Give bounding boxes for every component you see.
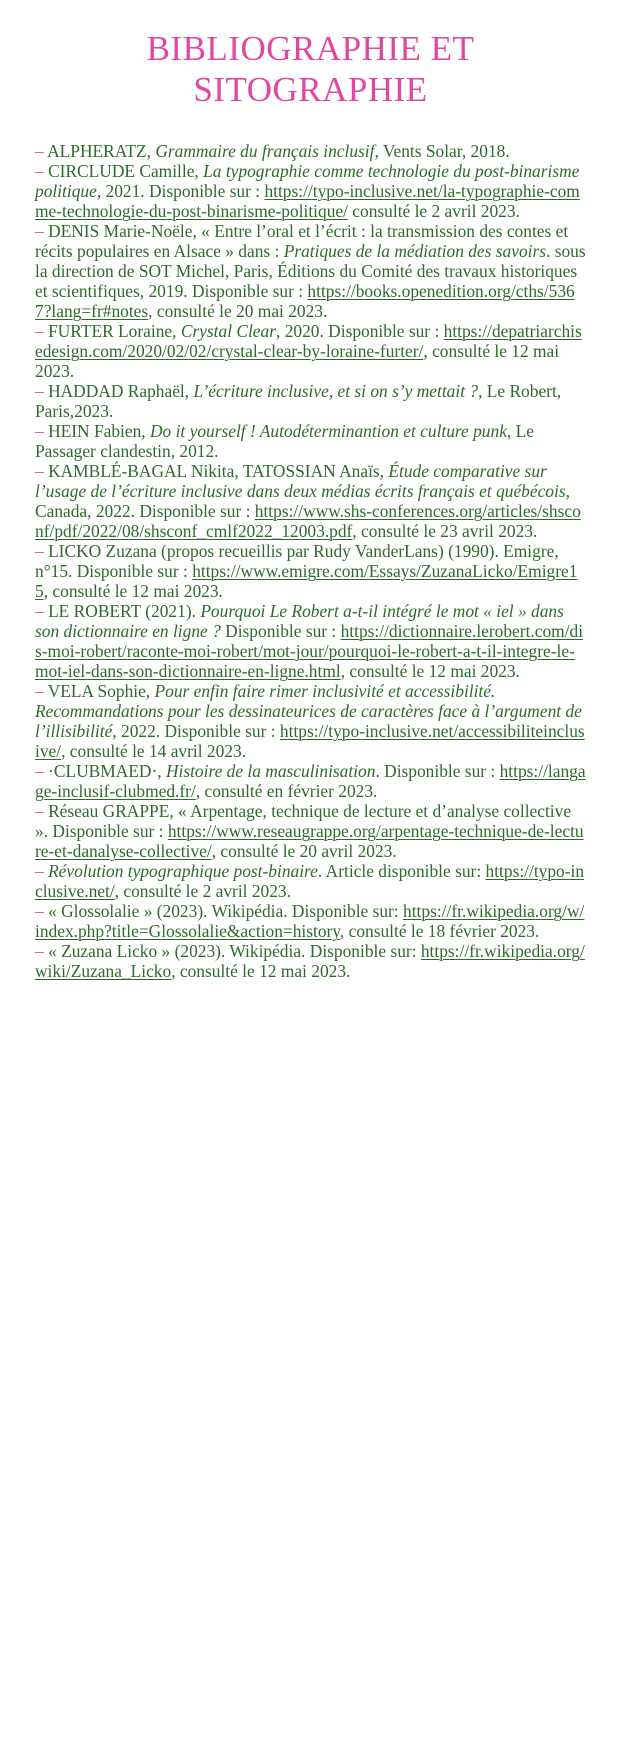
page-title	[35, 28, 586, 110]
entry-title: Pourquoi Le Robert a-t-il intégré le mot « iel » dans son dictionnaire en ligne ?	[35, 601, 564, 641]
entry-dash: –	[35, 141, 44, 161]
bibliography-entry	[35, 761, 586, 801]
entry-consulted: , Le Robert, Paris,2023.	[35, 381, 562, 421]
entry-link[interactable]: https://fr.wikipedia.org/w/index.php?title=Glossolalie&action=history	[35, 901, 585, 941]
entry-consulted: , consulté le 23 avril 2023.	[352, 521, 538, 541]
bibliography-entry	[35, 141, 586, 161]
entry-link[interactable]: https://dictionnaire.lerobert.com/dis-moi-robert/raconte-moi-robert/mot-jour/pourquoi-le-robert-a-t-il-integre-le-mot-iel-dans-son-dictionnaire-en-ligne.html	[35, 621, 584, 681]
bibliography-entry	[35, 801, 586, 861]
entry-details: , 2021. Disponible sur :	[96, 181, 265, 201]
entry-link[interactable]: https://fr.wikipedia.org/wiki/Zuzana_Licko	[35, 941, 585, 981]
bibliography-entry	[35, 461, 586, 541]
entry-dash: –	[35, 761, 44, 781]
entry-link[interactable]: https://typo-inclusive.net/la-typographie-comme-technologie-du-post-binarisme-politique/	[35, 181, 580, 221]
entry-link[interactable]: https://books.openedition.org/cths/5367?lang=fr#notes	[35, 281, 575, 321]
entry-title: Do it yourself ! Autodéterminantion et culture punk	[149, 421, 507, 441]
entry-author: FURTER Loraine,	[48, 321, 181, 341]
entry-title: Histoire de la masculinisation	[165, 761, 376, 781]
entry-details: Disponible sur :	[220, 621, 341, 641]
entry-author: LE ROBERT (2021).	[48, 601, 201, 621]
entry-consulted: , consulté le 20 mai 2023.	[148, 301, 328, 321]
entry-author: « Zuzana Licko » (2023). Wikipédia. Disponible sur:	[48, 941, 421, 961]
entry-author: CIRCLUDE Camille,	[48, 161, 204, 181]
entry-link[interactable]: https://www.shs-conferences.org/articles/shsconf/pdf/2022/08/shsconf_cmlf2022_12003.pdf	[35, 501, 581, 541]
entry-consulted: , Le Passager clandestin, 2012.	[35, 421, 534, 461]
entry-link[interactable]: https://typo-inclusive.net/accessibiliteinclusive/	[35, 721, 585, 761]
entry-dash: –	[35, 901, 44, 921]
bibliography-entry	[35, 901, 586, 941]
bibliography-list	[35, 141, 586, 981]
entry-dash: –	[35, 601, 44, 621]
entry-author: Réseau GRAPPE, « Arpentage, technique de lecture et d’analyse collective ». Disponible sur :	[35, 801, 572, 841]
bibliography-entry	[35, 941, 586, 981]
entry-consulted: consulté le 2 avril 2023.	[347, 201, 520, 221]
entry-consulted: , consulté en février 2023.	[195, 781, 378, 801]
bibliography-entry	[35, 861, 586, 901]
entry-author: HEIN Fabien,	[48, 421, 150, 441]
entry-dash: –	[35, 801, 44, 821]
entry-title: Pour enfin faire rimer inclusivité et accessibilité. Recommandations pour les dessinateurices de caractères face à l’argument de l’illisibilité	[35, 681, 582, 741]
entry-details: . sous la direction de SOT Michel, Paris, Éditions du Comité des travaux historiques et scientifiques, 2019. Disponible sur :	[35, 241, 586, 301]
entry-link[interactable]: https://www.emigre.com/Essays/ZuzanaLicko/Emigre15	[35, 561, 578, 601]
entry-dash: –	[35, 161, 44, 181]
entry-dash: –	[35, 321, 44, 341]
bibliography-entry	[35, 421, 586, 461]
bibliography-entry	[35, 681, 586, 761]
entry-consulted: , consulté le 20 avril 2023.	[211, 841, 397, 861]
entry-consulted: , consulté le 12 mai 2023.	[35, 341, 560, 381]
entry-author: ALPHERATZ,	[47, 141, 156, 161]
entry-consulted: , consulté le 18 février 2023.	[339, 921, 540, 941]
entry-title: Pratiques de la médiation des savoirs	[283, 241, 547, 261]
entry-consulted: , Vents Solar, 2018.	[374, 141, 510, 161]
entry-consulted: , consulté le 2 avril 2023.	[114, 881, 291, 901]
entry-dash: –	[35, 461, 44, 481]
bibliography-entry	[35, 601, 586, 681]
entry-dash: –	[35, 421, 44, 441]
entry-author: VELA Sophie,	[47, 681, 155, 701]
entry-consulted: , consulté le 12 mai 2023.	[43, 581, 223, 601]
entry-details: , 2022. Disponible sur :	[112, 721, 280, 741]
entry-author: DENIS Marie-Noële, « Entre l’oral et l’écrit : la transmission des contes et récits populaires en Alsace » dans :	[35, 221, 569, 261]
entry-link[interactable]: https://langage-inclusif-clubmed.fr/	[35, 761, 586, 801]
entry-title: Grammaire du français inclusif	[155, 141, 375, 161]
entry-author: ·CLUBMAED·,	[48, 761, 166, 781]
entry-author: KAMBLÉ-BAGAL Nikita, TATOSSIAN Anaïs,	[48, 461, 389, 481]
entry-consulted: , consulté le 12 mai 2023.	[340, 661, 520, 681]
entry-dash: –	[35, 221, 44, 241]
entry-dash: –	[35, 861, 44, 881]
entry-title: Étude comparative sur l’usage de l’écriture inclusive dans deux médias écrits français et québécois	[35, 461, 566, 501]
entry-title: Crystal Clear	[180, 321, 276, 341]
entry-title: L’écriture inclusive, et si on s’y mettait ?	[193, 381, 479, 401]
entry-details: . Disponible sur :	[375, 761, 500, 781]
entry-title: Révolution typographique post-binaire	[48, 861, 318, 881]
bibliography-entry	[35, 161, 586, 221]
bibliography-entry	[35, 321, 586, 381]
entry-author: LICKO Zuzana (propos recueillis par Rudy VanderLans) (1990). Emigre, n°15. Disponible sur :	[35, 541, 559, 581]
entry-author: HADDAD Raphaël,	[48, 381, 194, 401]
entry-link[interactable]: https://depatriarchisedesign.com/2020/02/02/crystal-clear-by-loraine-furter/	[35, 321, 582, 361]
bibliography-entry	[35, 381, 586, 421]
entry-dash: –	[35, 381, 44, 401]
title-line-1: BIBLIOGRAPHIE ET	[146, 29, 475, 68]
entry-details: , Canada, 2022. Disponible sur :	[35, 481, 570, 521]
bibliography-entry	[35, 541, 586, 601]
entry-link[interactable]: https://www.reseaugrappe.org/arpentage-technique-de-lecture-et-danalyse-collective/	[35, 821, 584, 861]
bibliography-entry	[35, 221, 586, 321]
entry-details: , 2020. Disponible sur :	[276, 321, 444, 341]
entry-dash: –	[35, 541, 44, 561]
entry-title: La typographie comme technologie du post-binarisme politique	[35, 161, 580, 201]
entry-details: . Article disponible sur:	[317, 861, 486, 881]
title-line-2: SITOGRAPHIE	[193, 70, 428, 109]
entry-author: « Glossolalie » (2023). Wikipédia. Disponible sur:	[48, 901, 404, 921]
entry-link[interactable]: https://typo-inclusive.net/	[35, 861, 585, 901]
entry-dash: –	[35, 941, 44, 961]
entry-dash: –	[35, 681, 44, 701]
entry-consulted: , consulté le 14 avril 2023.	[61, 741, 247, 761]
entry-consulted: , consulté le 12 mai 2023.	[171, 961, 351, 981]
